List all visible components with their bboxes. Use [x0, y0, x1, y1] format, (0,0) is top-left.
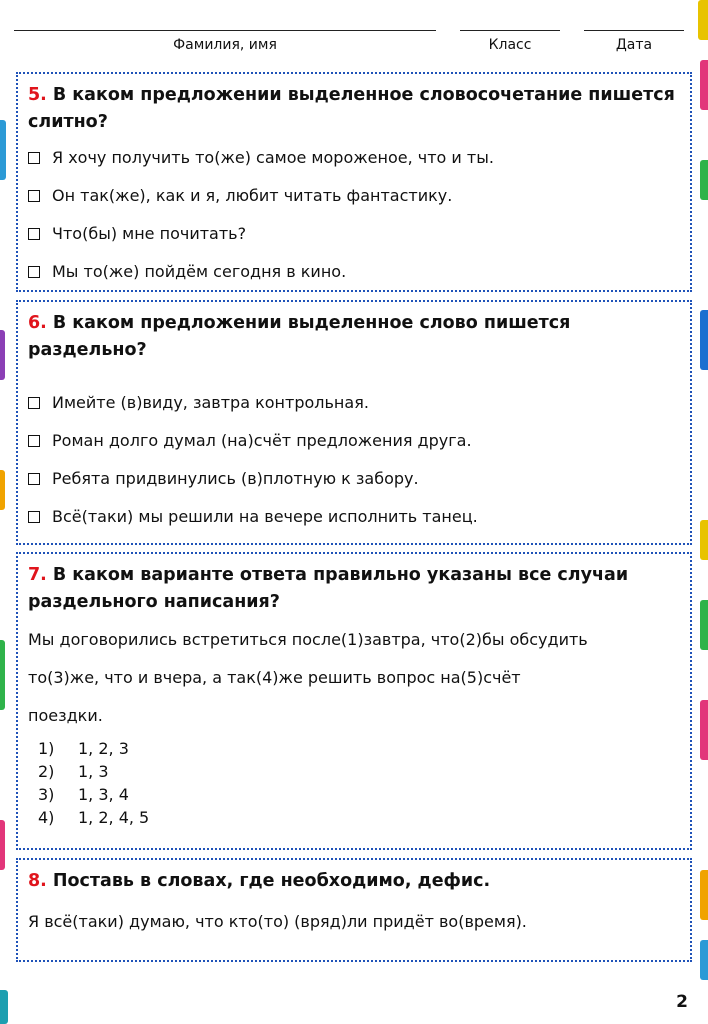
question-8-title: 8. Поставь в словах, где необходимо, дефис. [28, 871, 491, 891]
decorative-left-edge [0, 0, 14, 1024]
option[interactable]: Имейте (в)виду, завтра контрольная. [28, 384, 680, 422]
decorative-right-edge [694, 0, 708, 1024]
date-field[interactable] [584, 30, 684, 60]
name-label: Фамилия, имя [173, 37, 277, 53]
page-number: 2 [676, 992, 688, 1012]
class-label: Класс [488, 37, 532, 53]
question-7-title: 7. В каком варианте ответа правильно указаны все случаи раздельного написания? [28, 565, 629, 612]
checkbox-icon[interactable] [28, 473, 40, 485]
checkbox-icon[interactable] [28, 397, 40, 409]
worksheet-page [14, 0, 694, 1024]
name-field[interactable] [14, 30, 436, 60]
question-5-number: 5. [28, 85, 47, 105]
option[interactable]: Он так(же), как и я, любит читать фантастику. [28, 177, 680, 215]
question-6-number: 6. [28, 313, 47, 333]
option[interactable]: Я хочу получить то(же) самое мороженое, что и ты. [28, 139, 680, 177]
checkbox-icon[interactable] [28, 190, 40, 202]
checkbox-icon[interactable] [28, 152, 40, 164]
answer-option[interactable]: 1) 1, 2, 3 [38, 739, 129, 758]
checkbox-icon[interactable] [28, 228, 40, 240]
option[interactable]: Роман долго думал (на)счёт предложения друга. [28, 422, 680, 460]
question-5-box [16, 72, 692, 292]
question-7-text-line: Мы договорились встретиться после(1)завтра, что(2)бы обсудить [28, 630, 588, 649]
question-5-title: 5. В каком предложении выделенное словосочетание пишется слитно? [28, 85, 675, 132]
answer-option[interactable]: 2) 1, 3 [38, 762, 109, 781]
question-6-title: 6. В каком предложении выделенное слово пишется раздельно? [28, 313, 571, 360]
question-7-box [16, 552, 692, 850]
question-7-number: 7. [28, 565, 47, 585]
question-7-text-line: то(3)же, что и вчера, а так(4)же решить вопрос на(5)счёт [28, 668, 521, 687]
header-fields [14, 30, 694, 60]
option[interactable]: Всё(таки) мы решили на вечере исполнить танец. [28, 498, 680, 536]
class-field[interactable] [460, 30, 560, 60]
option[interactable]: Мы то(же) пойдём сегодня в кино. [28, 253, 680, 291]
checkbox-icon[interactable] [28, 266, 40, 278]
option[interactable]: Что(бы) мне почитать? [28, 215, 680, 253]
date-label: Дата [615, 37, 653, 53]
question-8-sentence: Я всё(таки) думаю, что кто(то) (вряд)ли придёт во(время). [28, 912, 527, 931]
question-8-number: 8. [28, 871, 47, 891]
checkbox-icon[interactable] [28, 435, 40, 447]
question-6-box [16, 300, 692, 545]
answer-option[interactable]: 4) 1, 2, 4, 5 [38, 808, 150, 827]
question-7-text-line: поездки. [28, 706, 103, 725]
checkbox-icon[interactable] [28, 511, 40, 523]
answer-option[interactable]: 3) 1, 3, 4 [38, 785, 129, 804]
question-8-box [16, 858, 692, 962]
option[interactable]: Ребята придвинулись (в)плотную к забору. [28, 460, 680, 498]
